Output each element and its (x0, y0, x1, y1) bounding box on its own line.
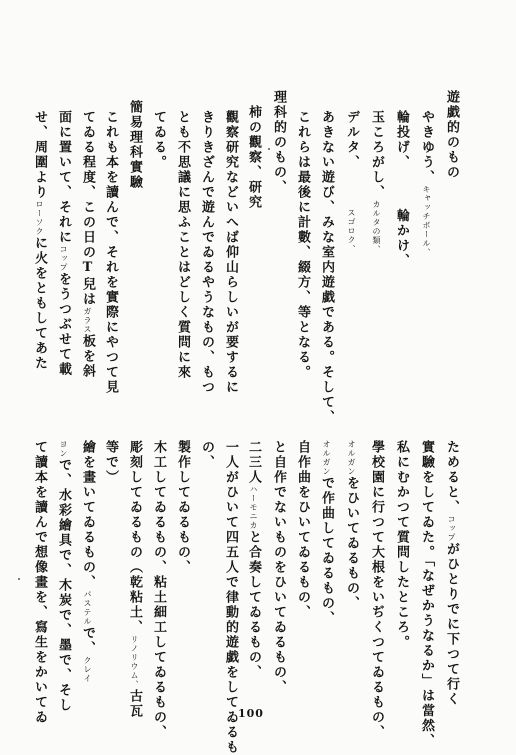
text-span: ためると、 (444, 440, 459, 515)
upper-text-column (57, 110, 70, 377)
text-span: 簡易理科實驗 (127, 100, 142, 190)
upper-text-column (370, 110, 383, 254)
text-span: 製作してゐるもの、 (175, 440, 190, 575)
text-span: 自作曲をひいてゐるもの、 (295, 440, 310, 620)
upper-text-column (152, 110, 165, 170)
upper-text-column (224, 110, 237, 395)
lower-text-column (81, 440, 94, 683)
text-span: 玉ころがし、 (369, 110, 384, 200)
lower-text-column (176, 440, 189, 575)
text-span: の、 (199, 440, 214, 470)
lower-text-column (152, 440, 165, 740)
text-span: 遊戯的のもの (444, 90, 459, 180)
upper-text-column (81, 110, 94, 379)
lower-text-column (420, 440, 433, 749)
lower-text-column (345, 440, 358, 611)
ruby-katakana-span: ローソク (35, 200, 44, 236)
text-span: 學校園に行つて大根をいぢくつてゐるもの、 (369, 440, 384, 740)
upper-text-column (200, 110, 213, 395)
text-span: 私にむかつて質問したところ。 (394, 440, 409, 650)
lower-text-column (200, 440, 213, 470)
lower-text-column (33, 440, 46, 725)
lower-text-column (104, 440, 117, 485)
text-span: 觀察研究などいへば仰山らしいが要するに (223, 110, 238, 395)
text-span: あきない遊び、みな室内遊戯である。そして、 (319, 110, 334, 425)
upper-text-column (395, 110, 408, 269)
text-span: てゐる程度、この日のT兒は (80, 110, 95, 307)
lower-text-column (320, 440, 333, 626)
ruby-katakana-span: カルタの類、 (372, 200, 381, 254)
text-span: 輪かけ、 (394, 208, 409, 269)
text-span: 二三人 (246, 440, 261, 485)
text-span: 柿の觀察、研究 (246, 90, 261, 210)
upper-text-column (176, 110, 189, 380)
text-span: 理科的のもの、 (271, 90, 286, 195)
text-span: で、 (80, 626, 95, 656)
text-span: 實驗をしてゐた。「なぜかうなるか」は當然、 (419, 440, 434, 749)
text-span: と合奏してゐるもの、 (246, 530, 261, 680)
text-span: せ、周圍より (32, 110, 47, 200)
text-span: で、水彩繪具で、木炭で、墨で、そし (56, 458, 71, 713)
ruby-katakana-span: コップ (447, 515, 456, 542)
text-span: 面に置いて、それに (56, 110, 71, 245)
lower-text-column (445, 440, 458, 707)
lower-text-column (128, 440, 141, 719)
text-span: をうつぶせて載 (56, 272, 71, 377)
lower-text-column (272, 440, 285, 695)
text-span: とも不思議に思ふことはどしく質問に來 (175, 110, 190, 380)
text-span: をひいてゐるもの、 (344, 476, 359, 611)
text-span: これらは最後に計數、綴方、等となる。 (295, 110, 310, 380)
ruby-katakana-span: オルガン (347, 440, 356, 476)
text-span: 彫刻してゐるもの（乾粘土、 (127, 440, 142, 635)
lower-text-column (57, 440, 70, 713)
text-span: で作曲してゐるもの、 (319, 476, 334, 626)
upper-text-column (33, 110, 46, 371)
page-number: 100 (238, 707, 264, 720)
text-span: これも本を讀んで、それを實際にやつて見 (103, 110, 118, 395)
lower-text-column (224, 440, 237, 755)
text-span: てゐる。 (151, 110, 166, 170)
ruby-katakana-span: クレイ (83, 656, 92, 683)
ruby-katakana-span: ハーモニカ (249, 485, 258, 530)
lower-text-column (370, 440, 383, 740)
ruby-katakana-span: ガラス (83, 307, 92, 334)
upper-text-column (128, 100, 141, 190)
ruby-katakana-span: オルガン (322, 440, 331, 476)
ruby-katakana-span: パステル (83, 590, 92, 626)
ruby-katakana-span: スゴロク、 (347, 208, 356, 254)
ruby-katakana-span: キャッチボール、 (422, 185, 431, 257)
ruby-katakana-span: ヨン (59, 440, 68, 458)
upper-text-column (104, 110, 117, 395)
text-span: て讀本を讀んで想像畫を、寫生をかいてゐ (32, 440, 47, 725)
upper-text-column (445, 90, 458, 180)
ruby-katakana-span: コップ (59, 245, 68, 272)
text-span: 繪を畫いてゐるもの、 (80, 440, 95, 590)
ruby-katakana-span: リノリウム、 (130, 635, 139, 689)
upper-text-column (420, 110, 433, 257)
upper-text-column (345, 110, 358, 254)
lower-text-column (296, 440, 309, 620)
upper-text-column (272, 90, 285, 195)
text-span: きりきざんで遊んでゐるやうなもの、もつ (199, 110, 214, 395)
text-span: 古瓦 (127, 689, 142, 719)
text-span: と自作でないものをひいてゐるもの、 (271, 440, 286, 695)
upper-text-column (320, 110, 333, 425)
text-span: 輪投げ、 (394, 110, 409, 164)
lower-text-column (395, 440, 408, 650)
text-span: に火をともしてあた (32, 236, 47, 371)
text-span: 板を斜 (80, 334, 95, 379)
upper-text-column (247, 90, 260, 210)
text-span: やきゆう、 (419, 110, 434, 185)
text-span (344, 164, 359, 209)
text-span: 一人がひいて四五人で律動的遊戯をしてゐるも (223, 440, 238, 755)
text-span: 木工してゐるもの、粘土細工してゐるもの、 (151, 440, 166, 740)
ink-speck (18, 578, 20, 580)
lower-text-column (247, 440, 260, 680)
text-span: デルタ、 (344, 110, 359, 164)
text-span: がひとりでに下つて行く (444, 542, 459, 707)
ink-speck (268, 148, 270, 150)
text-span: 等で） (103, 440, 118, 485)
upper-text-column (296, 110, 309, 380)
text-span (394, 164, 409, 209)
